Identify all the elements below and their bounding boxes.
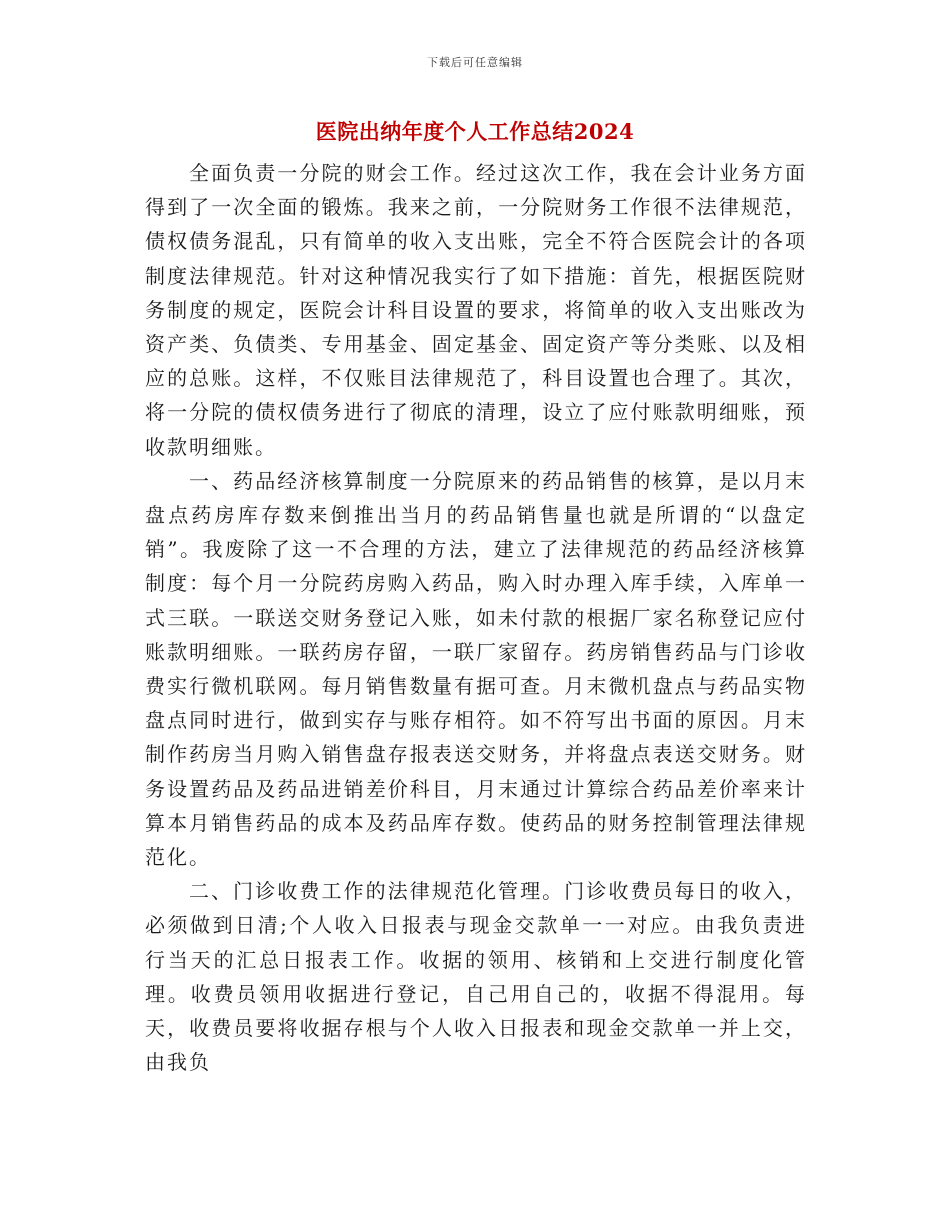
paragraph-outpatient-fees: 二、门诊收费工作的法律规范化管理。门诊收费员每日的收入，必须做到日清;个人收入日报表与现金交款单一一对应。由我负责进行当天的汇总日报表工作。收据的领用、核销和上交进行制度化管理。收费员领用收据进行登记，自己用自己的，收据不得混用。每天，收费员要将收据存根与个人收入日报表和现金交款单一并上交，由我负: [145, 879, 807, 1075]
paragraph-drug-accounting: 一、药品经济核算制度一分院原来的药品销售的核算，是以月末盘点药房库存数来倒推出当月的药品销售量也就是所谓的“以盘定销”。我废除了这一不合理的方法，建立了法律规范的药品经济核算制度：每个月一分院药房购入药品，购入时办理入库手续，入库单一式三联。一联送交财务登记入账，如未付款的根据厂家名称登记应付账款明细账。一联药房存留，一联厂家留存。药房销售药品与门诊收费实行微机联网。每月销售数量有据可查。月末微机盘点与药品实物盘点同时进行，做到实存与账存相符。如不符写出书面的原因。月末制作药房当月购入销售盘存报表送交财务，并将盘点表送交财务。财务设置药品及药品进销差价科目，月末通过计算综合药品差价率来计算本月销售药品的成本及药品库存数。使药品的财务控制管理法律规范化。: [145, 468, 807, 870]
header-note: 下载后可任意编辑: [427, 56, 523, 69]
document-body: [145, 156, 807, 1079]
paragraph-intro: 全面负责一分院的财会工作。经过这次工作，我在会计业务方面得到了一次全面的锻炼。我来之前，一分院财务工作很不法律规范，债权债务混乱，只有简单的收入支出账，完全不符合医院会计的各项制度法律规范。针对这种情况我实行了如下措施：首先，根据医院财务制度的规定，医院会计科目设置的要求，将简单的收入支出账改为资产类、负债类、专用基金、固定基金、固定资产等分类账、以及相应的总账。这样，不仅账目法律规范了，科目设置也合理了。其次，将一分院的债权债务进行了彻底的清理，设立了应付账款明细账，预收款明细账。: [145, 161, 807, 459]
document-title: 医院出纳年度个人工作总结2024: [315, 119, 635, 144]
